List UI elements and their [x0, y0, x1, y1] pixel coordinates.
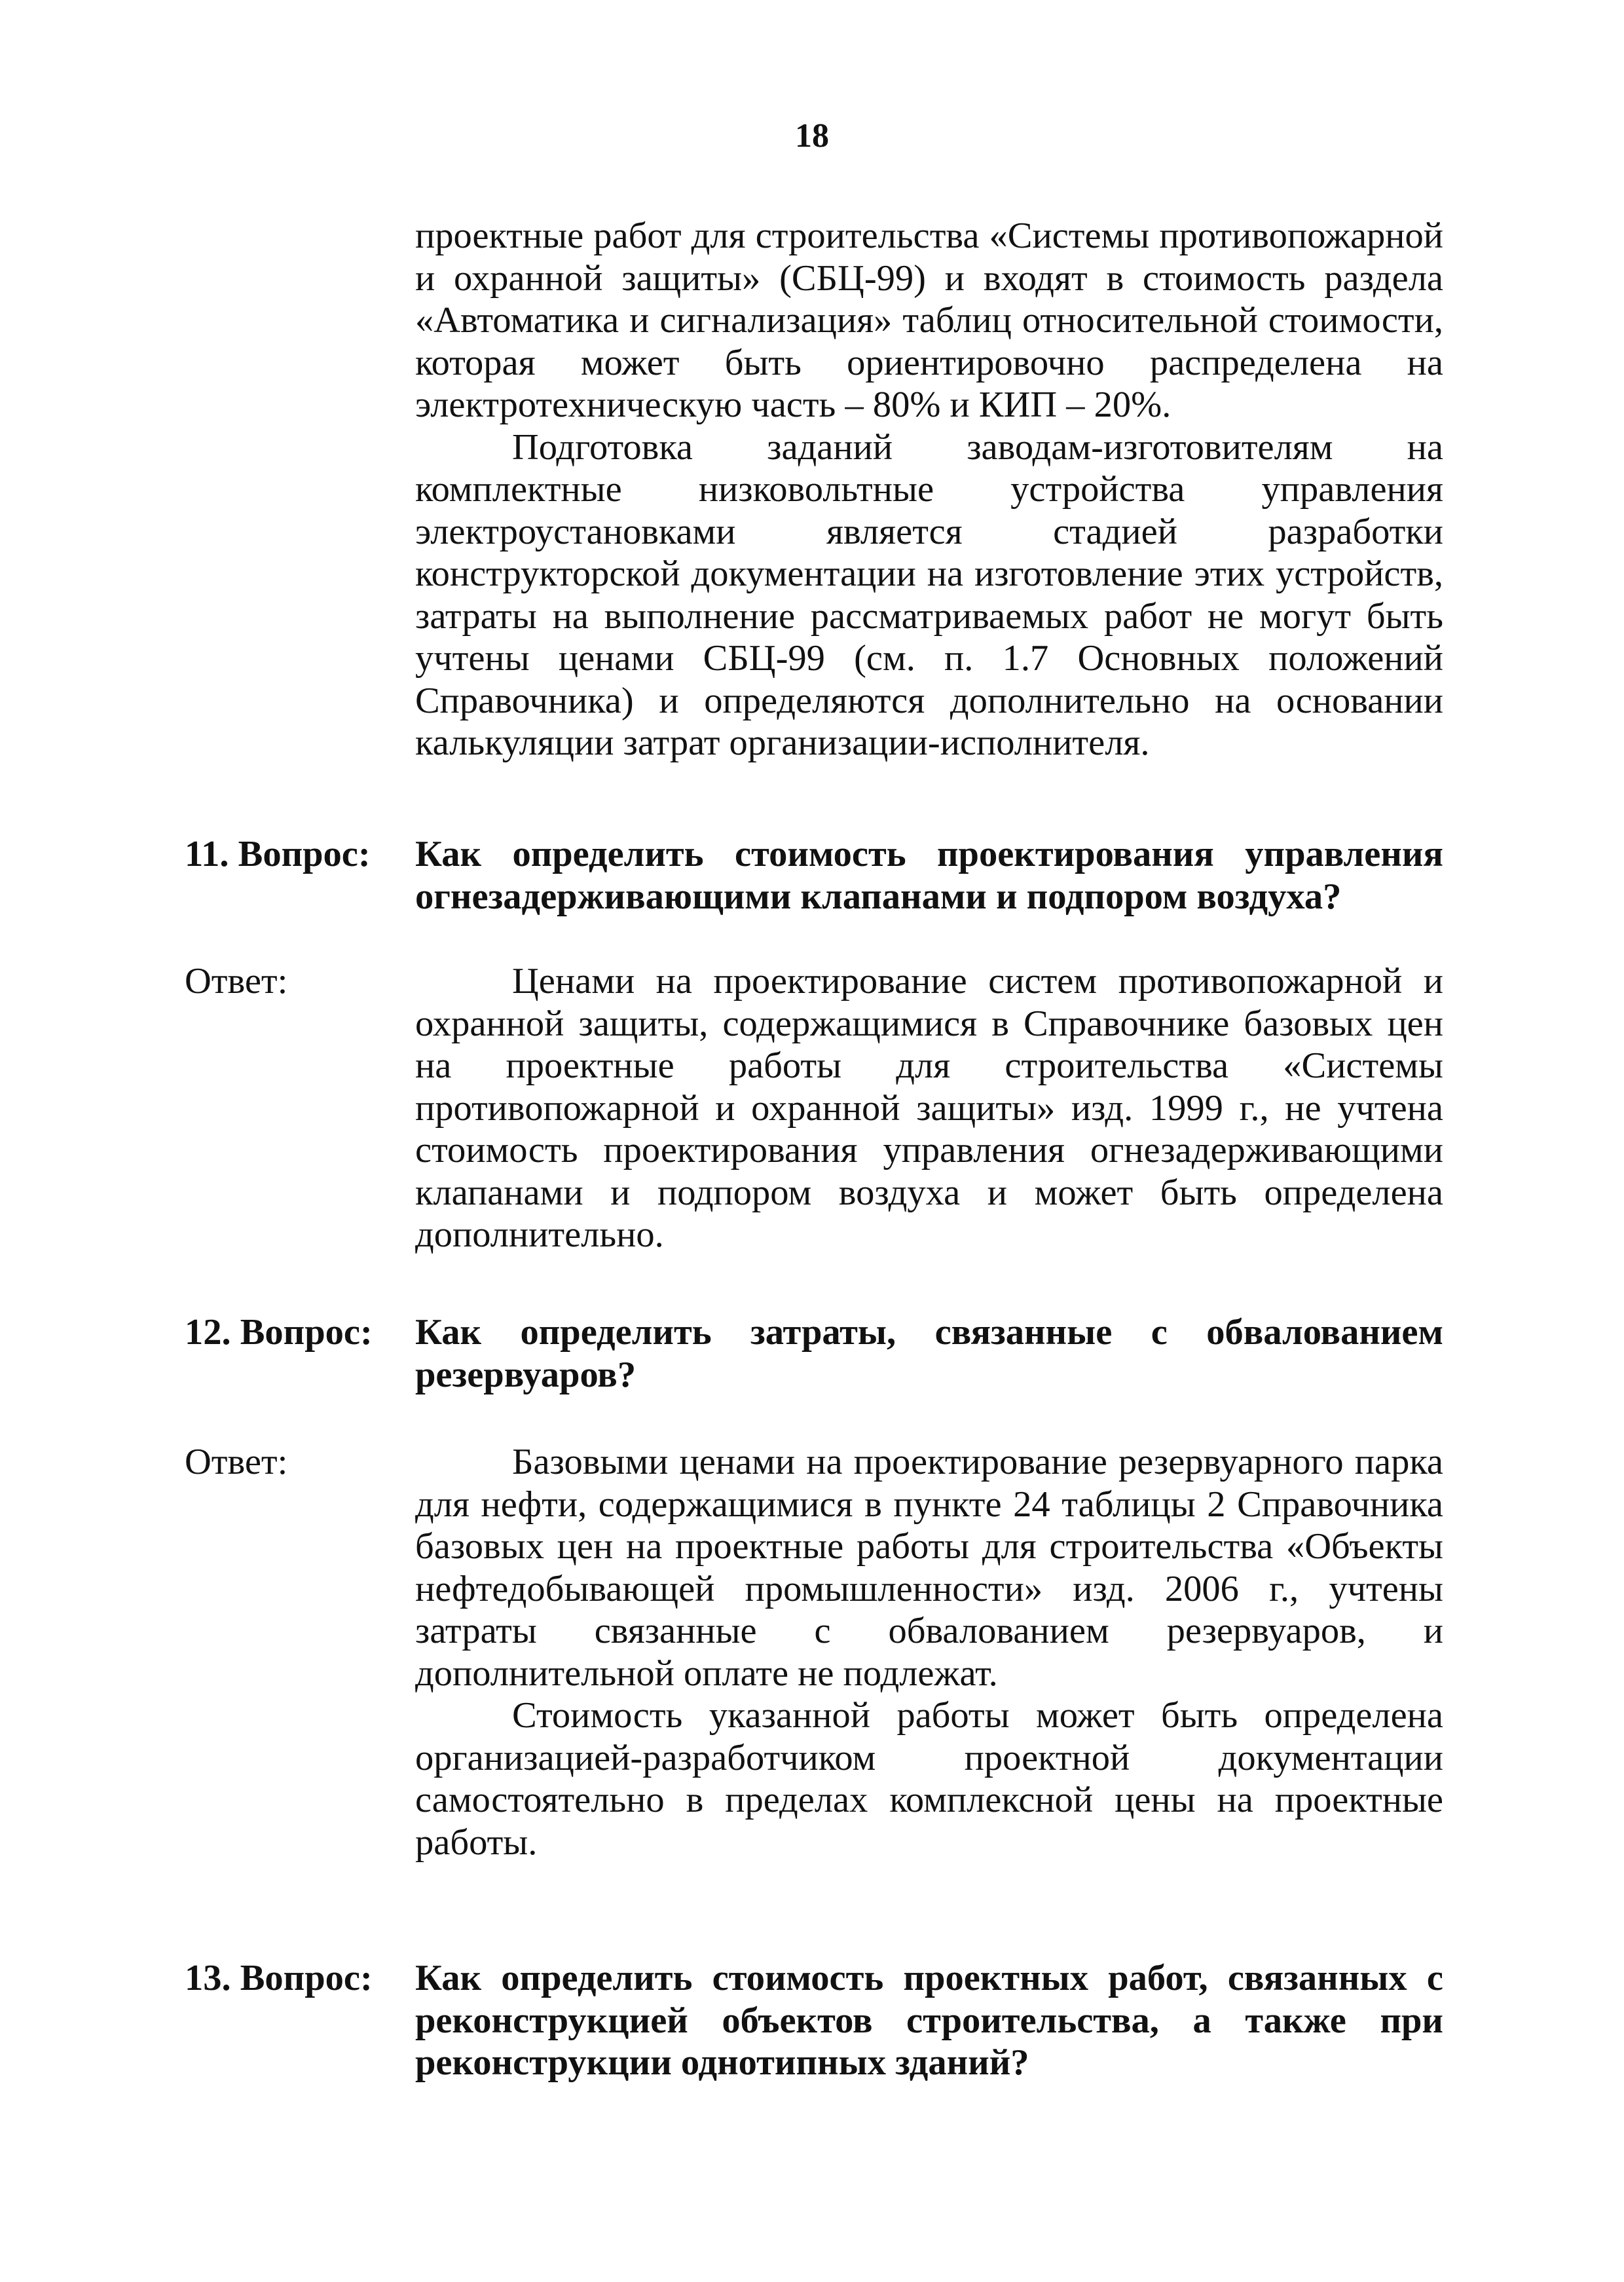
question-11-label: 11. Вопрос:	[185, 834, 371, 874]
question-13-text: Как определить стоимость проектных работ, связанных с реконструкцией объектов строительства, а также при реконструкции однотипных зданий?	[415, 1958, 1443, 2083]
answer-12-paragraph-1: Базовыми ценами на проектирование резервуарного парка для нефти, содержащимися в пункте 24 таблицы 2 Справочника базовых цен на проектные работы для строительства «Объекты нефтедобывающей промышленности» изд. 2006 г., учтены затраты связанные с обвалованием резервуаров, и дополнительной оплате не подлежат.	[415, 1442, 1443, 1694]
page-number: 18	[795, 117, 829, 155]
answer-12-paragraph-2: Стоимость указанной работы может быть определена организацией-разработчиком проектной документации самостоятельно в пределах комплексной цены на проектные работы.	[415, 1695, 1443, 1863]
question-12-label: 12. Вопрос:	[185, 1312, 373, 1353]
intro-block	[415, 215, 1443, 764]
question-12-text: Как определить затраты, связанные с обвалованием резервуаров?	[415, 1312, 1443, 1395]
intro-paragraph-1: проектные работ для строительства «Системы противопожарной и охранной защиты» (СБЦ-99) и входят в стоимость раздела «Автоматика и сигнализация» таблиц относительной стоимости, которая может быть ориентировочно распределена на электротехническую часть – 80% и КИП – 20%.	[415, 215, 1443, 425]
answer-11-label: Ответ:	[185, 961, 288, 1001]
intro-paragraph-2: Подготовка заданий заводам-изготовителям на комплектные низковольтные устройства управления электроустановками является стадией разработки конструкторской документации на изготовление этих устройств, затраты на выполнение рассматриваемых работ не могут быть учтены ценами СБЦ-99 (см. п. 1.7 Основных положений Справочника) и определяются дополнительно на основании калькуляции затрат организации-исполнителя.	[415, 426, 1443, 763]
question-11-text: Как определить стоимость проектирования управления огнезадерживающими клапанами и подпором воздуха?	[415, 834, 1443, 917]
answer-11-block	[415, 960, 1443, 1256]
question-13-label: 13. Вопрос:	[185, 1958, 373, 1998]
answer-11-paragraph-1: Ценами на проектирование систем противопожарной и охранной защиты, содержащимися в Справочнике базовых цен на проектные работы для строительства «Системы противопожарной и охранной защиты» изд. 1999 г., не учтена стоимость проектирования управления огнезадерживающими клапанами и подпором воздуха и может быть определена дополнительно.	[415, 961, 1443, 1255]
answer-12-block	[415, 1441, 1443, 1863]
answer-12-label: Ответ:	[185, 1442, 288, 1482]
